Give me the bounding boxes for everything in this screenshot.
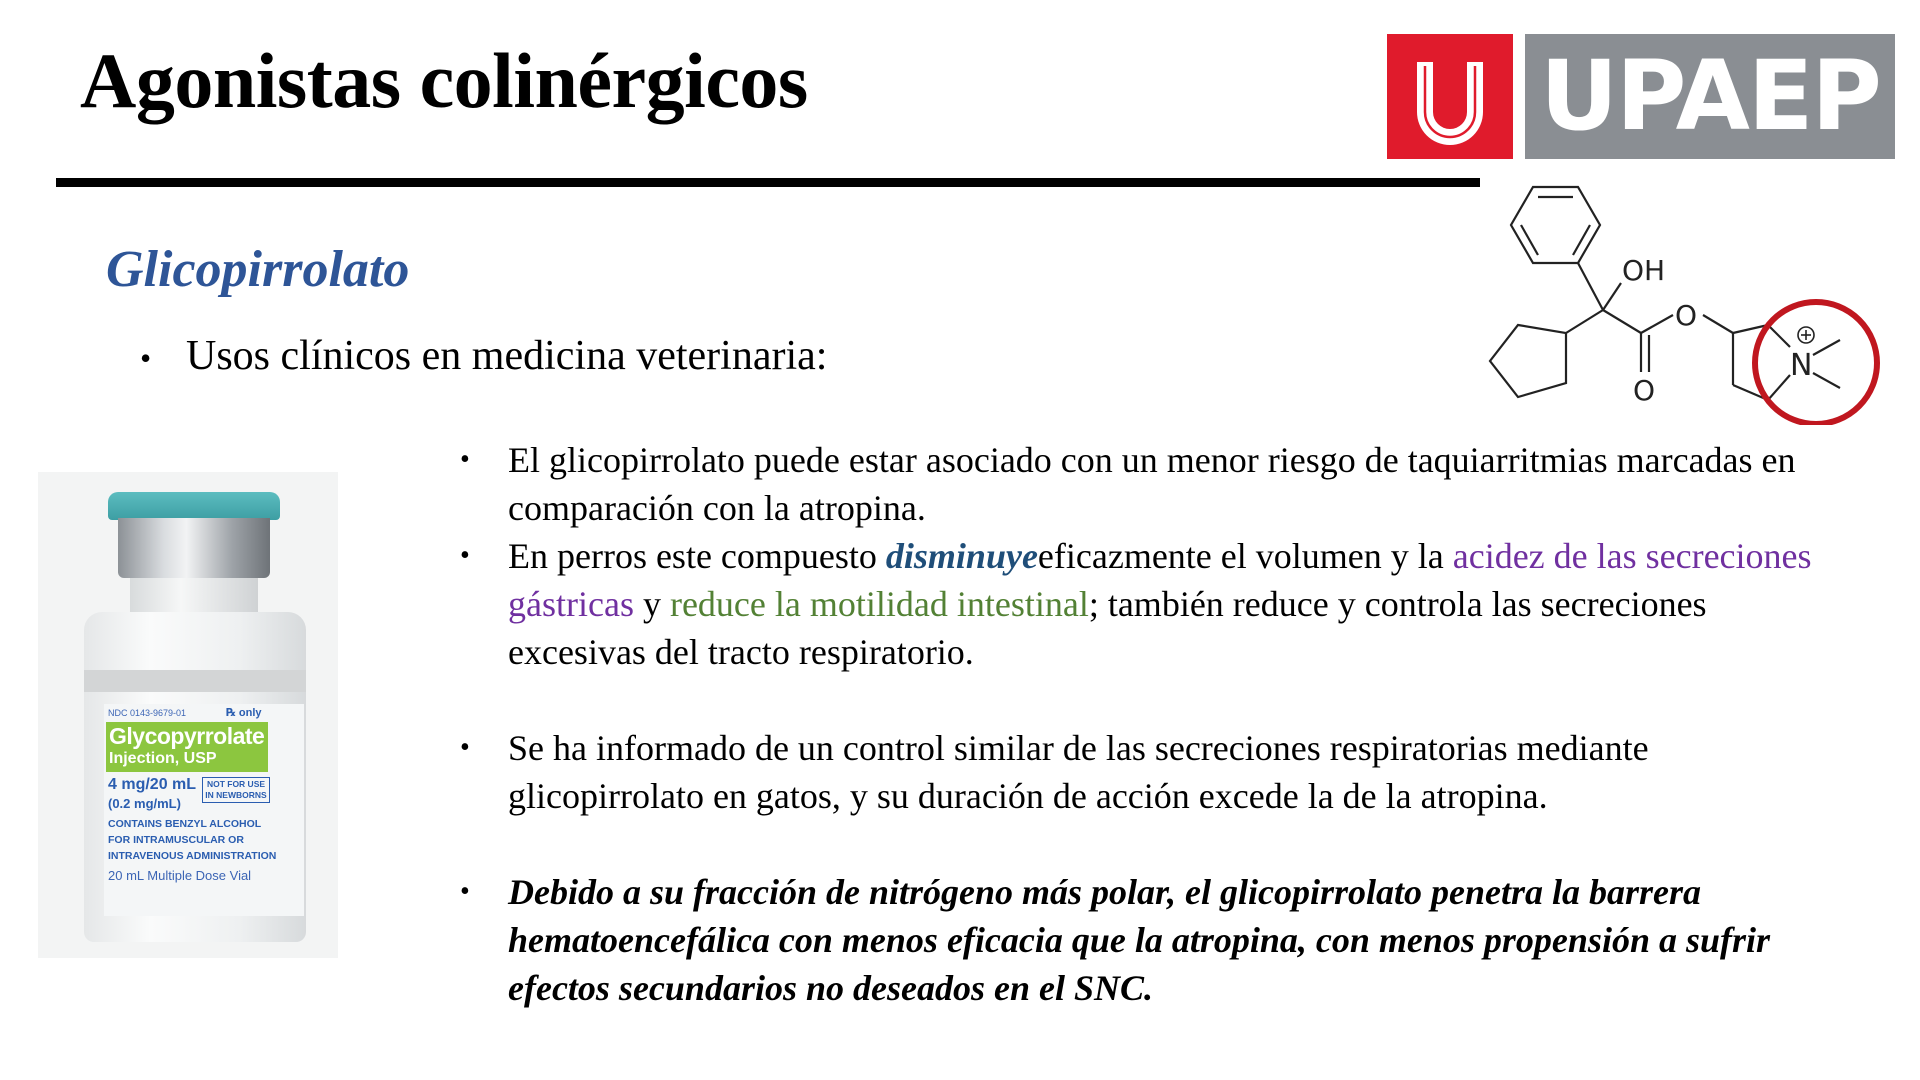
logo-wordmark: UPAEP bbox=[1525, 34, 1895, 159]
vial-line-2: FOR INTRAMUSCULAR OR bbox=[108, 834, 244, 846]
bullet-text: Se ha informado de un control similar de las secreciones respiratorias mediante glicopirrolato en gatos, y su duración de acción excede la de la atropina. bbox=[508, 728, 1649, 816]
bullet-icon: • bbox=[460, 876, 470, 907]
upaep-logo bbox=[1387, 34, 1895, 159]
bullet-item bbox=[460, 868, 1840, 1012]
slide-title: Agonistas colinérgicos bbox=[80, 37, 808, 124]
vial-crimp-seal bbox=[118, 518, 270, 578]
vial-cap bbox=[108, 492, 280, 520]
vial-line-4: 20 mL Multiple Dose Vial bbox=[108, 868, 252, 883]
vial-line-3: INTRAVENOUS ADMINISTRATION bbox=[108, 850, 277, 862]
bullet-item bbox=[460, 532, 1840, 676]
vial-injection: Injection, USP bbox=[109, 750, 217, 767]
bullet-text: En perros este compuesto disminuyeeficazmente el volumen y la acidez de las secreciones gástricas y reduce la motilidad intestinal; también reduce y controla las secreciones excesivas del tracto respiratorio. bbox=[508, 536, 1812, 672]
ester-oxygen-label: O bbox=[1675, 299, 1698, 332]
emphasis-disminuye: disminuye bbox=[885, 536, 1038, 576]
highlight-motilidad: reduce la motilidad intestinal bbox=[669, 584, 1089, 624]
vial-ndc: NDC 0143-9679-01 bbox=[108, 708, 187, 718]
vial-label bbox=[104, 704, 304, 916]
bullet-icon: • bbox=[460, 444, 470, 475]
vial-rx-only: ℞ only bbox=[226, 707, 262, 719]
highlight-acidez: acidez de las secreciones gástricas bbox=[508, 536, 1812, 624]
bullet-text-emphasized: Debido a su fracción de nitrógeno más polar, el glicopirrolato penetra la barrera hematoencefálica con menos eficacia que la atropina, con menos propensión a sufrir efectos secundarios no deseados en el SNC. bbox=[508, 872, 1771, 1008]
vial-product-band bbox=[106, 722, 268, 772]
bullet-icon: • bbox=[460, 540, 470, 571]
logo-u-mark bbox=[1387, 34, 1513, 159]
u-mark-icon bbox=[1387, 34, 1513, 159]
detail-bullet-list bbox=[460, 436, 1840, 1012]
section-bullet bbox=[140, 332, 827, 380]
bullet-item bbox=[460, 436, 1840, 532]
section-subtitle: Glicopirrolato bbox=[106, 241, 410, 298]
quaternary-nitrogen-highlight-circle bbox=[1755, 302, 1877, 424]
title-divider bbox=[56, 178, 1480, 187]
bullet-item bbox=[460, 724, 1840, 820]
bullet-text: El glicopirrolato puede estar asociado con un menor riesgo de taquiarritmias marcadas en comparación con la atropina. bbox=[508, 440, 1796, 528]
nitrogen-label: N bbox=[1790, 348, 1813, 383]
glycopyrrolate-structure-diagram bbox=[1478, 175, 1898, 425]
vial-line-1: CONTAINS BENZYL ALCOHOL bbox=[108, 818, 262, 830]
carbonyl-oxygen-label: O bbox=[1633, 374, 1656, 407]
section-bullet-text: Usos clínicos en medicina veterinaria: bbox=[186, 333, 828, 379]
vial-warning: NOT FOR USE IN NEWBORNS bbox=[202, 777, 270, 803]
glycopyrrolate-vial-image bbox=[38, 472, 338, 958]
vial-concentration-per-ml: (0.2 mg/mL) bbox=[108, 796, 181, 811]
vial-concentration: 4 mg/20 mL bbox=[108, 776, 197, 793]
vial-product-name: Glycopyrrolate bbox=[109, 723, 265, 749]
oh-label: OH bbox=[1622, 254, 1666, 287]
bullet-icon: • bbox=[460, 732, 470, 763]
vial-body bbox=[84, 612, 306, 942]
bullet-icon: • bbox=[140, 340, 152, 376]
